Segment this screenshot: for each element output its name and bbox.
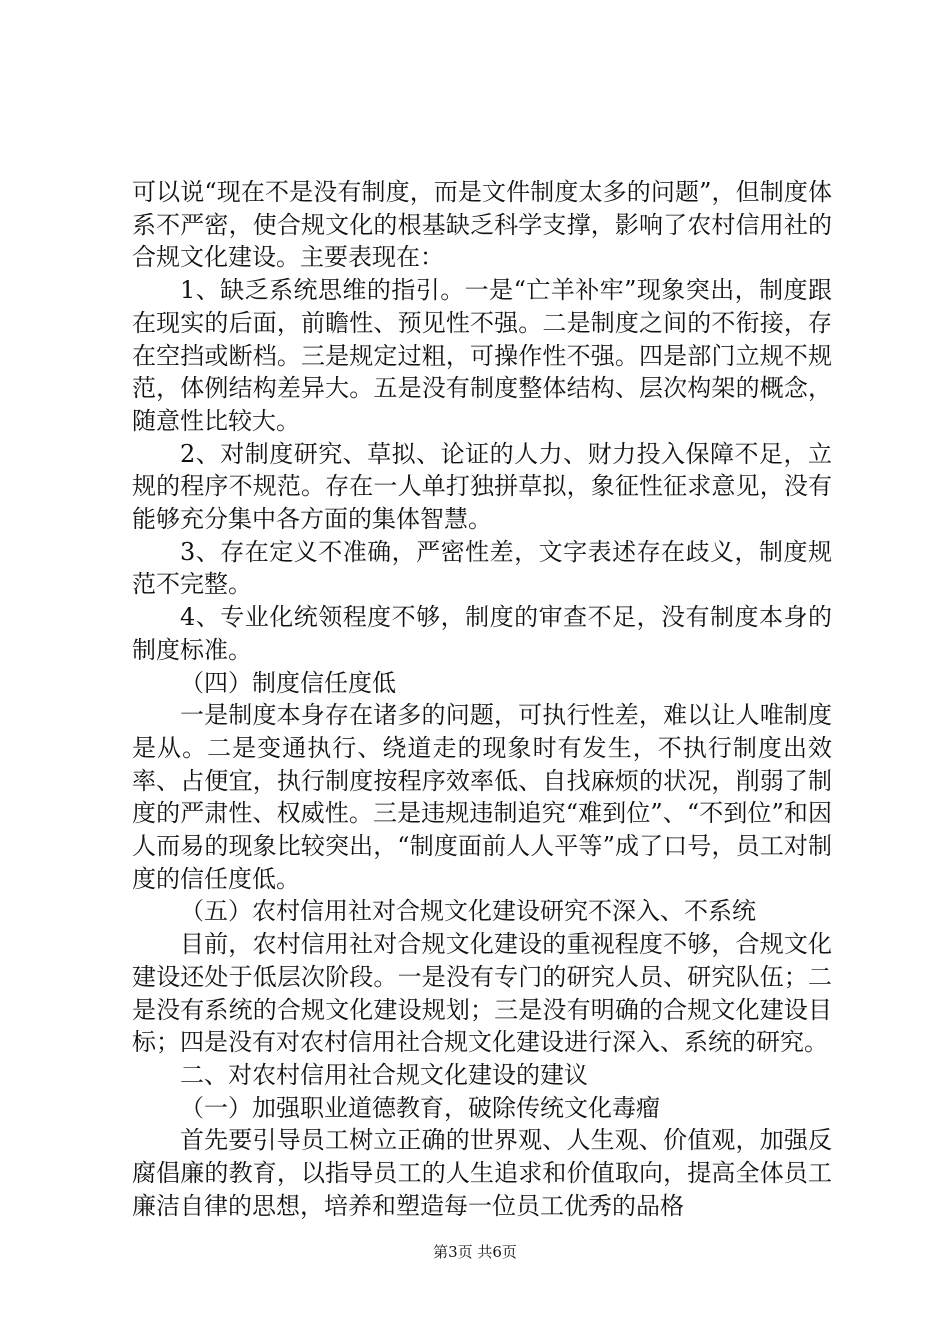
paragraph-ethics: 首先要引导员工树立正确的世界观、人生观、价值观，加强反腐倡廉的教育，以指导员工的人生追求和价值取向，提高全体员工廉洁自律的思想，培养和塑造每一位员工优秀的品格 bbox=[132, 1126, 832, 1220]
section-heading-5: （五）农村信用社对合规文化建设研究不深入、不系统 bbox=[180, 897, 756, 926]
paragraph-item-4: 4、专业化统领程度不够，制度的审查不足，没有制度本身的制度标准。 bbox=[132, 603, 832, 664]
paragraph-item-2: 2、对制度研究、草拟、论证的人力、财力投入保障不足，立规的程序不规范。存在一人单打独拼草拟，象征性征求意见，没有能够充分集中各方面的集体智慧。 bbox=[132, 439, 832, 534]
page-footer bbox=[0, 1241, 950, 1262]
paragraph-item-3: 3、存在定义不准确，严密性差，文字表述存在歧义，制度规范不完整。 bbox=[132, 537, 832, 599]
paragraph-intro: 可以说“现在不是没有制度，而是文件制度太多的问题”，但制度体系不严密，使合规文化的根基缺乏科学支撑，影响了农村信用社的合规文化建设。主要表现在： bbox=[132, 178, 832, 272]
section-heading-1: （一）加强职业道德教育，破除传统文化毒瘤 bbox=[180, 1093, 660, 1122]
paragraph-item-1: 1、缺乏系统思维的指引。一是“亡羊补牢”现象突出，制度跟在现实的后面，前瞻性、预见性不强。二是制度之间的不衔接，存在空挡或断档。三是规定过粗，可操作性不强。四是部门立规不规范，体例结构差异大。五是没有制度整体结构、层次构架的概念，随意性比较大。 bbox=[132, 276, 832, 435]
chapter-heading-2: 二、对农村信用社合规文化建设的建议 bbox=[180, 1060, 588, 1089]
paragraph-trust: 一是制度本身存在诸多的问题，可执行性差，难以让人唯制度是从。二是变通执行、绕道走的现象时有发生，不执行制度出效率、占便宜，执行制度按程序效率低、自找麻烦的状况，削弱了制度的严肃性、权威性。三是违规违制追究“难到位”、“不到位”和因人而易的现象比较突出，“制度面前人人平等”成了口号，员工对制度的信任度低。 bbox=[132, 701, 832, 893]
document-body bbox=[132, 176, 832, 1223]
paragraph-research: 目前，农村信用社对合规文化建设的重视程度不够，合规文化建设还处于低层次阶段。一是没有专门的研究人员、研究队伍；二是没有系统的合规文化建设规划；三是没有明确的合规文化建设目标；四是没有对农村信用社合规文化建设进行深入、系统的研究。 bbox=[132, 930, 832, 1057]
page-indicator: 第3页 共6页 bbox=[433, 1243, 517, 1261]
section-heading-4: （四）制度信任度低 bbox=[180, 668, 396, 697]
